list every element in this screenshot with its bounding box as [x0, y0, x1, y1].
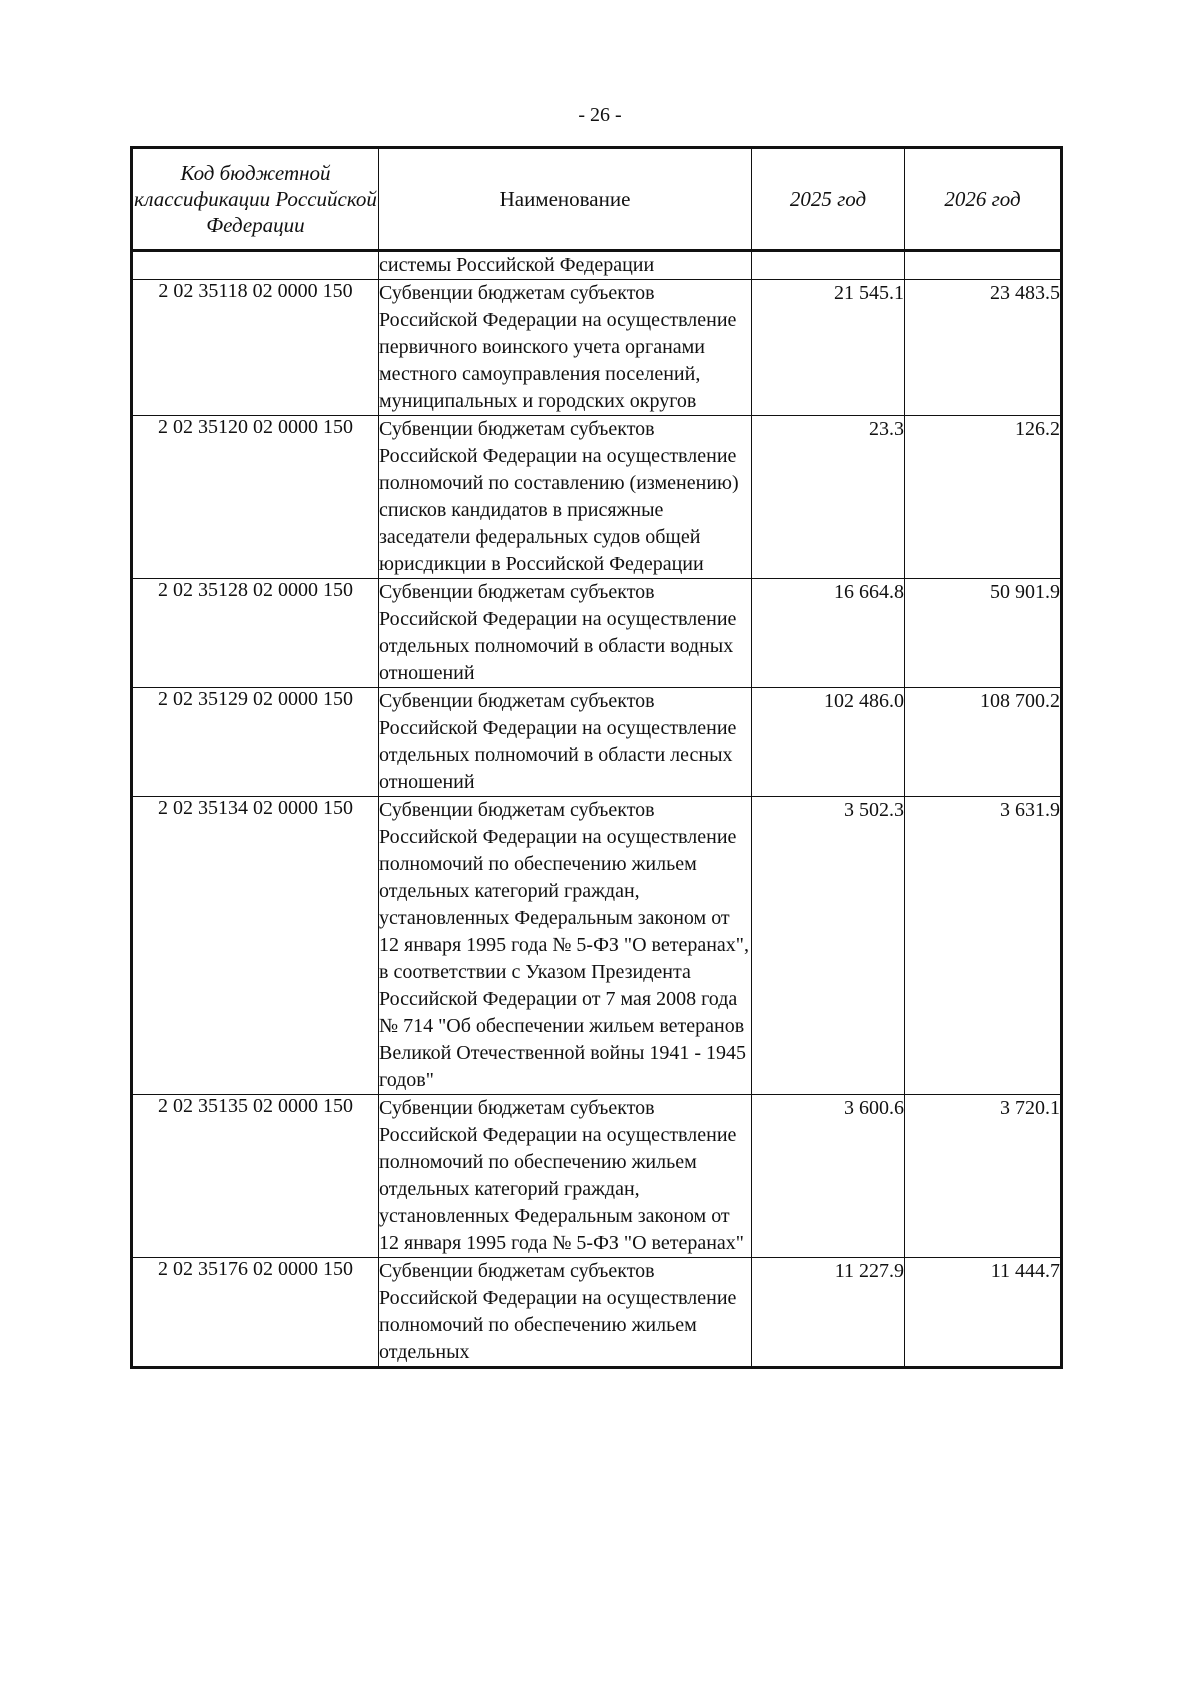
header-name: Наименование [379, 148, 752, 250]
budget-table [130, 146, 1063, 1369]
table-row [132, 797, 1062, 1095]
table-row [132, 579, 1062, 688]
header-2026: 2026 год [905, 148, 1062, 250]
row-value-2025: 21 545.1 [752, 280, 905, 416]
continuation-code-cell [132, 251, 379, 280]
row-name: Субвенции бюджетам субъектов Российской Федерации на осуществление отдельных полномочий в области водных отношений [379, 579, 752, 688]
row-name: Субвенции бюджетам субъектов Российской Федерации на осуществление полномочий по обеспечению жильем отдельных [379, 1258, 752, 1368]
row-name: Субвенции бюджетам субъектов Российской Федерации на осуществление отдельных полномочий в области лесных отношений [379, 688, 752, 797]
table-header [132, 148, 1062, 252]
table-row [132, 688, 1062, 797]
row-value-2025: 23.3 [752, 416, 905, 579]
row-code: 2 02 35120 02 0000 150 [132, 416, 379, 579]
row-value-2026: 3 720.1 [905, 1095, 1062, 1258]
continuation-2026-cell [905, 251, 1062, 280]
page-number: - 26 - [578, 104, 622, 126]
row-code: 2 02 35129 02 0000 150 [132, 688, 379, 797]
row-name: Субвенции бюджетам субъектов Российской Федерации на осуществление первичного воинского учета органами местного самоуправления поселений, муниципальных и городских округов [379, 280, 752, 416]
row-value-2026: 11 444.7 [905, 1258, 1062, 1368]
continuation-name: системы Российской Федерации [379, 251, 752, 280]
row-name: Субвенции бюджетам субъектов Российской Федерации на осуществление полномочий по составлению (изменению) списков кандидатов в присяжные заседатели федеральных судов общей юрисдикции в Российской Федерации [379, 416, 752, 579]
row-value-2026: 50 901.9 [905, 579, 1062, 688]
row-value-2025: 3 600.6 [752, 1095, 905, 1258]
row-value-2026: 126.2 [905, 416, 1062, 579]
row-value-2025: 102 486.0 [752, 688, 905, 797]
row-code: 2 02 35135 02 0000 150 [132, 1095, 379, 1258]
header-code: Код бюджетной классификации Российской Федерации [132, 148, 379, 250]
continuation-2025-cell [752, 251, 905, 280]
table-row [132, 280, 1062, 416]
row-value-2026: 23 483.5 [905, 280, 1062, 416]
row-value-2025: 11 227.9 [752, 1258, 905, 1368]
row-code: 2 02 35134 02 0000 150 [132, 797, 379, 1095]
row-name: Субвенции бюджетам субъектов Российской Федерации на осуществление полномочий по обеспечению жильем отдельных категорий граждан, установленных Федеральным законом от 12 января 1995 года № 5-ФЗ "О ветеранах", в соответствии с Указом Президента Российской Федерации от 7 мая 2008 года № 714 "Об обеспечении жильем ветеранов Великой Отечественной войны 1941 - 1945 годов" [379, 797, 752, 1095]
row-code: 2 02 35128 02 0000 150 [132, 579, 379, 688]
table-row [132, 416, 1062, 579]
row-code: 2 02 35176 02 0000 150 [132, 1258, 379, 1368]
row-value-2026: 108 700.2 [905, 688, 1062, 797]
row-code: 2 02 35118 02 0000 150 [132, 280, 379, 416]
row-name: Субвенции бюджетам субъектов Российской Федерации на осуществление полномочий по обеспечению жильем отдельных категорий граждан, установленных Федеральным законом от 12 января 1995 года № 5-ФЗ "О ветеранах" [379, 1095, 752, 1258]
header-2025: 2025 год [752, 148, 905, 250]
table-row [132, 1095, 1062, 1258]
row-value-2025: 3 502.3 [752, 797, 905, 1095]
table-row [132, 1258, 1062, 1368]
row-value-2026: 3 631.9 [905, 797, 1062, 1095]
continuation-row [132, 251, 1062, 280]
row-value-2025: 16 664.8 [752, 579, 905, 688]
